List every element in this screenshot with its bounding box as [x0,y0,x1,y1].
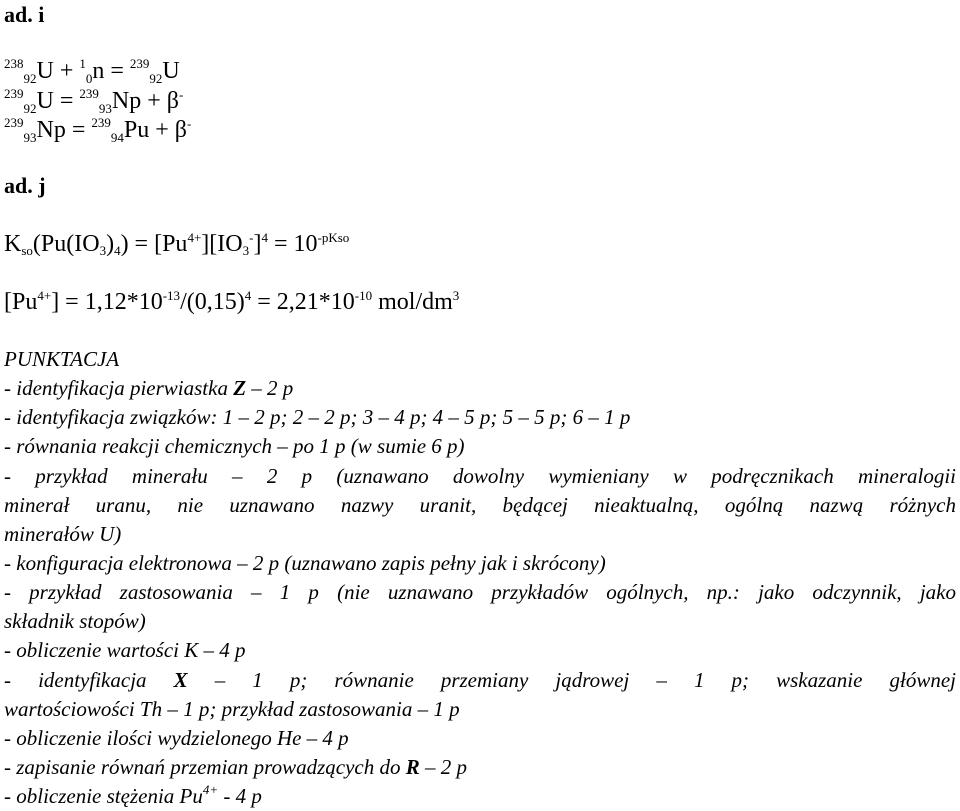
scoring-line-r-equations: - zapisanie równań przemian prowadzących do R – 2 p [4,755,467,779]
scoring-line-mineral-3: minerałów U) [4,522,122,546]
scoring-title: PUNKTACJA [4,347,120,371]
scoring-line-helium: - obliczenie ilości wydzielonego He – 4 p [4,726,349,750]
heading-ad-i: ad. i [4,2,45,27]
nuclear-equation-1: 23892U + 10n = 23992U [4,56,180,86]
scoring-line-mineral-2: minerał uranu, nie uznawano nazwy uranit, będącej nieaktualną, ogólną nazwą różnych [4,493,956,517]
scoring-line-reactions: - równania reakcji chemicznych – po 1 p (w sumie 6 p) [4,434,465,458]
scoring-line-application-2: składnik stopów) [4,609,146,633]
scoring-line-application-1: - przykład zastosowania – 1 p (nie uznawano przykładów ogólnych, np.: jako odczynnik, jako [4,580,956,604]
nuclear-equation-2: 23992U = 23993Np + β- [4,86,184,116]
nuclear-equation-3: 23993Np = 23994Pu + β- [4,115,192,145]
scoring-line-x-identification-1: - identyfikacja X – 1 p; równanie przemiany jądrowej – 1 p; wskazanie głównej [4,668,956,692]
scoring-line-k-value: - obliczenie wartości K – 4 p [4,638,246,662]
scoring-line-pu-concentration: - obliczenie stężenia $Pu^{4+} - 4$ p [4,782,262,808]
scoring-line-x-identification-2: wartościowości Th – 1 p; przykład zastosowania – 1 p [4,697,460,721]
scoring-line-configuration: - konfiguracja elektronowa – 2 p (uznawano zapis pełny jak i skrócony) [4,551,606,575]
scoring-line-element: - identyfikacja pierwiastka Z – 2 p [4,376,294,400]
concentration-calculation: $[Pu^{4+}] = 1,12*10^{-13}/(0,15)^4 = 2,21*10^{-10}$ mol/$dm^3$ [4,288,460,315]
solubility-product-equation: $K_{so}(Pu(IO_3)_4) = [Pu^{4+}][IO_3^-]^4 = 10^{-pKso}$ [4,230,350,258]
scoring-line-mineral-1: - przykład minerału – 2 p (uznawano dowolny wymieniany w podręcznikach mineralogii [4,464,956,488]
scoring-line-compounds: - identyfikacja związków: 1 – 2 p; 2 – 2 p; 3 – 4 p; 4 – 5 p; 5 – 5 p; 6 – 1 p [4,405,631,429]
heading-ad-j: ad. j [4,173,46,198]
